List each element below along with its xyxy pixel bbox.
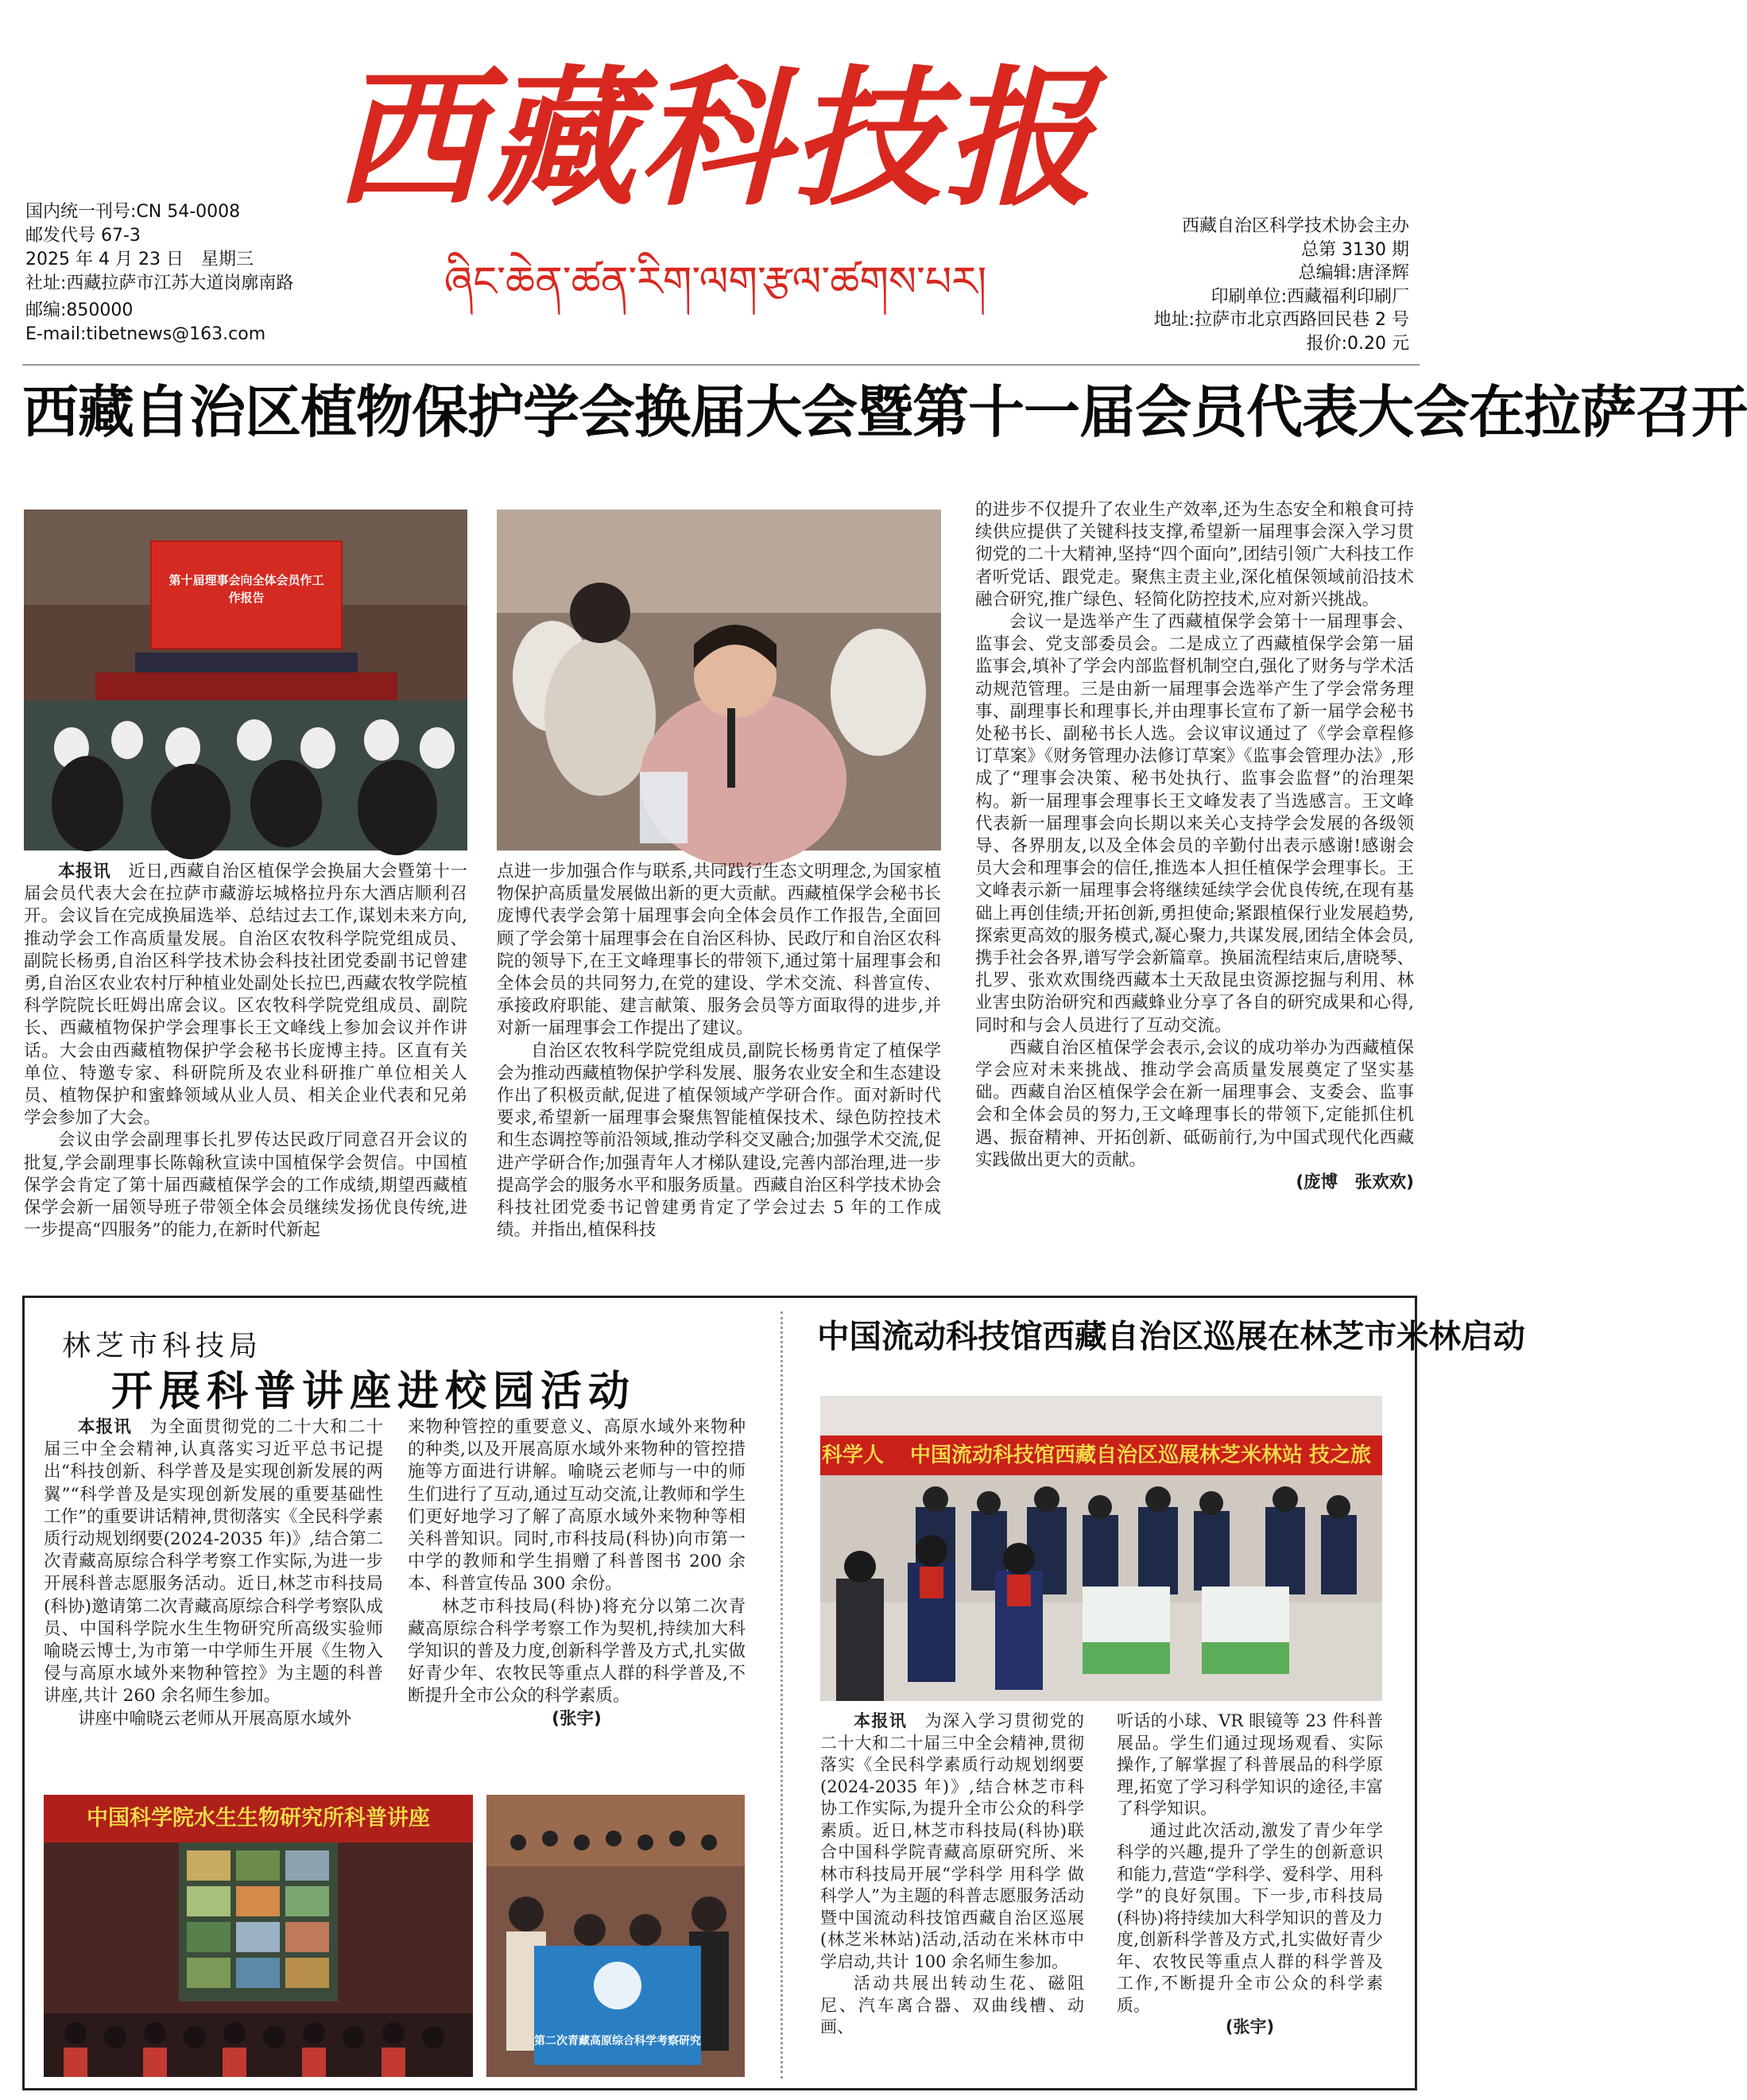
story-left-col2-para-2: 林芝市科技局(科协)将充分以第二次青藏高原综合科学考察工作为契机,持续加大科学知识的普及力度,创新科学普及方式,扎实做好青少年、农牧民等重点人群的科学普及,不断提升全市公众的科学素质。 — [408, 1596, 746, 1707]
info-issn: 国内统一刊号:CN 54-0008 — [25, 202, 241, 222]
photo-lecture-hall — [44, 1795, 473, 2077]
info-date: 2025 年 4 月 23 日 星期三 — [25, 250, 254, 269]
lead-col1-para-1 — [24, 861, 467, 1129]
info-email: E-mail:tibetnews@163.com — [25, 324, 266, 344]
flag-text: 第二次青藏高原综合科学考察研究 — [534, 2035, 701, 2048]
speaker-illustration — [497, 510, 941, 850]
story-left-col1-para-2: 讲座中喻晓云老师从开展高原水域外 — [78, 1708, 352, 1729]
lead-byline: (庞博 张欢欢) — [1296, 1172, 1414, 1193]
info-office-address: 地址:拉萨市北京西路回民巷 2 号 — [1153, 310, 1409, 330]
masthead-right-info — [1075, 215, 1409, 355]
masthead-divider — [22, 364, 1420, 366]
lead-col2-para-2: 自治区农牧科学院党组成员,副院长杨勇肯定了植保学会为推动西藏植物保护学科发展、服务农业安全和生态建设作出了积极贡献,促进了植保领域产学研合作。面对新时代要求,希望新一届理事会聚焦智能植保技术、绿色防控技术和生态调控等前沿领域,推动学科交叉融合;加强学术交流,促进产学研合作;加强青年人才梯队建设,完善内部治理,进一步提高学会的服务水平和服务质量。西藏自治区科学技术协会科技社团党委书记曾建勇肯定了学会过去 5 年的工作成绩。并指出,植保科技 — [497, 1040, 942, 1241]
story-left-col1-text-1: 为全面贯彻党的二十大和二十届三中全会精神,认真落实习近平总书记提出“科技创新、科学普及是实现创新发展的两翼”“科学普及是实现创新发展的重要基础性工作”的重要讲话精神,贯彻落实《全民科学素质行动规划纲要(2024-2035 年)》,结合第二次青藏高原综合科学考察工作实际,为进一步开展科普志愿服务活动。近日,林芝市科技局(科协)邀请第二次青藏高原综合科学考察队成员、中国科学院水生生物研究所高级实验师喻晓云博士,为市第一中学师生开展《生物入侵与高原水域外来物种管控》为主题的科普讲座,共计 260 余名师生参加。 — [44, 1417, 383, 1707]
info-issue-number: 总第 3130 期 — [1301, 239, 1409, 260]
story-left-headline: 开展科普讲座进校园活动 — [111, 1367, 637, 1416]
story-right-col-1 — [820, 1711, 1084, 2039]
info-price: 报价:0.20 元 — [1306, 333, 1409, 354]
masthead-logo: 西藏科技报 — [334, 51, 1097, 227]
photo-conference-hall — [24, 510, 467, 850]
museum-banner-right: 技之旅 — [1309, 1443, 1372, 1467]
lead-headline: 西藏自治区植物保护学会换届大会暨第十一届会员代表大会在拉萨召开 — [22, 378, 1747, 445]
bottom-column-divider — [781, 1312, 783, 2079]
lead-col-1 — [24, 861, 467, 1242]
info-printer: 印刷单位:西藏福利印刷厂 — [1211, 286, 1409, 307]
story-left-col-2 — [408, 1416, 746, 1730]
lead-col3-para-2: 会议一是选举产生了西藏植保学会第十一届理事会、监事会、党支部委员会。二是成立了西藏植保学会第一届监事会,填补了学会内部监督机制空白,强化了财务与学术活动规范管理。三是由新一届理事会选举产生了学会常务理事、副理事长和理事长,并由理事长宣布了新一届学会秘书处秘书长、副秘书长人选。会议审议通过了《学会章程修订草案》《财务管理办法修订草案》《监事会管理办法》,形成了“理事会决策、秘书处执行、监事会监督”的治理架构。新一届理事会理事长王文峰发表了当选感言。王文峰代表新一届理事会向长期以来关心支持学会发展的各级领导、各界朋友,以及全体会员的辛勤付出表示感谢!感谢会员大会和理事会的信任,推选本人担任植保学会理事长。王文峰表示新一届理事会将继续延续学会优良传统,在现有基础上再创佳绩;开拓创新,勇担使命;紧跟植保行业发展趋势,探索更高效的服务模式,凝心聚力,共谋发展,团结全体会员,携手社会各界,谱写学会新篇章。换届流程结束后,唐晓琴、扎罗、张欢欢围绕西藏本土天敌昆虫资源挖掘与利用、林业害虫防治研究和西藏蜂业分享了各自的研究成果和心得,同时和与会人员进行了互动交流。 — [975, 612, 1414, 1036]
story-right-headline: 中国流动科技馆西藏自治区巡展在林芝市米林启动 — [817, 1317, 1525, 1355]
lecture-banner-text: 中国科学院水生生物研究所科普讲座 — [87, 1806, 430, 1831]
story-right-byline: (张宇) — [1225, 2017, 1275, 2036]
lead-col-2 — [497, 861, 941, 1242]
lead-col1-text-1: 近日,西藏自治区植保学会换届大会暨第十一届会员代表大会在拉萨市藏游坛城格拉丹东大酒店顺利召开。会议旨在完成换届选举、总结过去工作,谋划未来方向,推动学会工作高质量发展。自治区农牧科学院党组成员、副院长杨勇,自治区科学技术协会科技社团党委副书记曾建勇,自治区农业农村厅种植业处副处长拉巴,西藏农牧学院植科学院院长旺姆出席会议。区农牧科学院党组成员、副院长、西藏植物保护学会理事长王文峰线上参加会议并作讲话。大会由西藏植物保护学会秘书长庞博主持。区直有关单位、特邀专家、科研院所及农业科研推广单位相关人员、植物保护和蜜蜂领域从业人员、相关企业代表和兄弟学会参加了大会。 — [24, 862, 467, 1129]
lead-col-3 — [975, 499, 1414, 1194]
story-right-lead-label: 本报讯 — [854, 1711, 908, 1730]
lecture-hall-illustration — [44, 1795, 473, 2077]
photo-member-speaking — [497, 510, 941, 850]
story-right-col-2 — [1117, 1711, 1383, 2039]
info-zip: 邮编:850000 — [25, 300, 134, 320]
info-address: 社址:西藏拉萨市江苏大道岗廓南路 — [25, 273, 294, 293]
conference-screen-text: 第十届理事会向全体会员作工作报告 — [169, 573, 324, 605]
photo-mobile-museum — [820, 1396, 1382, 1701]
story-left-byline: (张宇) — [552, 1708, 602, 1729]
photo-group-flag — [486, 1795, 745, 2077]
lead-col2-para-1: 点进一步加强合作与联系,共同践行生态文明理念,为国家植物保护高质量发展做出新的更大贡献。西藏植保学会秘书长庞博代表学会第十届理事会向全体会员作工作报告,全面回顾了学会第十届理事会在自治区科协、民政厅和自治区农科院的领导下,在王文峰理事长的带领下,通过第十届理事会和全体会员的共同努力,在党的建设、学术交流、科普宣传、承接政府职能、建言献策、服务会员等方面取得的进步,并对新一届理事会工作提出了建议。 — [497, 862, 942, 1039]
info-publisher: 西藏自治区科学技术协会主办 — [1181, 216, 1409, 236]
lead-col1-para-2: 会议由学会副理事长扎罗传达民政厅同意召开会议的批复,学会副理事长陈翰秋宣读中国植保学会贺信。中国植保学会肯定了第十届西藏植保学会的工作成绩,期望西藏植保学会新一届领导班子带领全体会员继续发扬优良传统,进一步提高“四服务”的能力,在新时代新起 — [24, 1130, 467, 1241]
lead-label: 本报讯 — [58, 862, 111, 881]
story-right-col1-para-2: 活动共展出转动生花、磁阻尼、汽车离合器、双曲线槽、动画、 — [820, 1974, 1084, 2036]
lead-col3-para-3: 西藏自治区植保学会表示,会议的成功举办为西藏植保学会应对未来挑战、推动学会高质量发展奠定了坚实基础。西藏自治区植保学会在新一届理事会、支委会、监事会和全体会员的努力,王文峰理事长的带领下,定能抓住机遇、振奋精神、开拓创新、砥砺前行,为中国式现代化西藏实践做出更大的贡献。 — [975, 1037, 1414, 1170]
conference-hall-illustration — [24, 510, 467, 850]
story-left-col-1 — [44, 1416, 383, 1730]
story-right-col1-para-1 — [820, 1711, 1084, 1973]
story-right-col2-para-1: 听话的小球、VR 眼镜等 23 件科普展品。学生们通过现场观看、实际操作,了解掌握了科普展品的科学原理,拓宽了学习科学知识的途径,丰富了科学知识。 — [1117, 1711, 1383, 1818]
lead-col3-para-1: 的进步不仅提升了农业生产效率,还为生态安全和粮食可持续供应提供了关键科技支撑,希望新一届理事会深入学习贯彻党的二十大精神,坚持“四个面向”,团结引领广大科技工作者听党话、跟党走。聚焦主责主业,深化植保领域前沿技术融合研究,推广绿色、轻简化防控技术,应对新兴挑战。 — [975, 500, 1414, 610]
masthead-tibetan-title: ཞིང་ཆེན་ཚན་རིག་ལག་རྩལ་ཚགས་པར། — [444, 258, 987, 306]
story-left-col2-para-1: 来物种管控的重要意义、高原水域外来物种的种类,以及开展高原水域外来物种的管控措施等方面进行讲解。喻晓云老师与一中的师生们进行了互动,通过互动交流,让教师和学生们更好地学习了解了高原水域外来物种等相关科普知识。同时,市科技局(科协)向市第一中学的教师和学生捐赠了科普图书 200 余本、科普宣传品 300 余份。 — [408, 1417, 746, 1594]
story-left-col1-para-1 — [44, 1416, 383, 1708]
story-right-col1-text-1: 为深入学习贯彻党的二十大和二十届三中全会精神,贯彻落实《全民科学素质行动规划纲要(2024-2035 年)》,结合林芝市科协工作实际,为提升全市公众的科学素质。近日,林芝市科技局(科协)联合中国科学院青藏高原研究所、米林市科技局开展“学科学 用科学 做科学人”为主题的科普志愿服务活动暨中国流动科技馆西藏自治区巡展(林芝米林站)活动,活动在米林市中学启动,共计 100 余名师生参加。 — [820, 1711, 1085, 1971]
museum-banner-text: 中国流动科技馆西藏自治区巡展林芝米林站 — [909, 1443, 1303, 1467]
info-postal-code: 邮发代号 67-3 — [25, 226, 141, 246]
museum-banner-left: 科学人 — [822, 1443, 885, 1467]
masthead-left-info — [25, 200, 293, 347]
info-editor: 总编辑:唐泽辉 — [1298, 263, 1409, 283]
story-right-col2-para-2: 通过此次活动,激发了青少年学科学的兴趣,提升了学生的创新意识和能力,营造“学科学、爱科学、用科学”的良好氛围。下一步,市科技局(科协)将持续加大科学知识的普及力度,创新科学普及方式,扎实做好青少年、农牧民等重点人群的科学普及工作,不断提升全市公众的科学素质。 — [1117, 1820, 1383, 2015]
story-left-lead-label: 本报讯 — [78, 1417, 132, 1437]
story-left-kicker: 林芝市科技局 — [62, 1330, 263, 1362]
